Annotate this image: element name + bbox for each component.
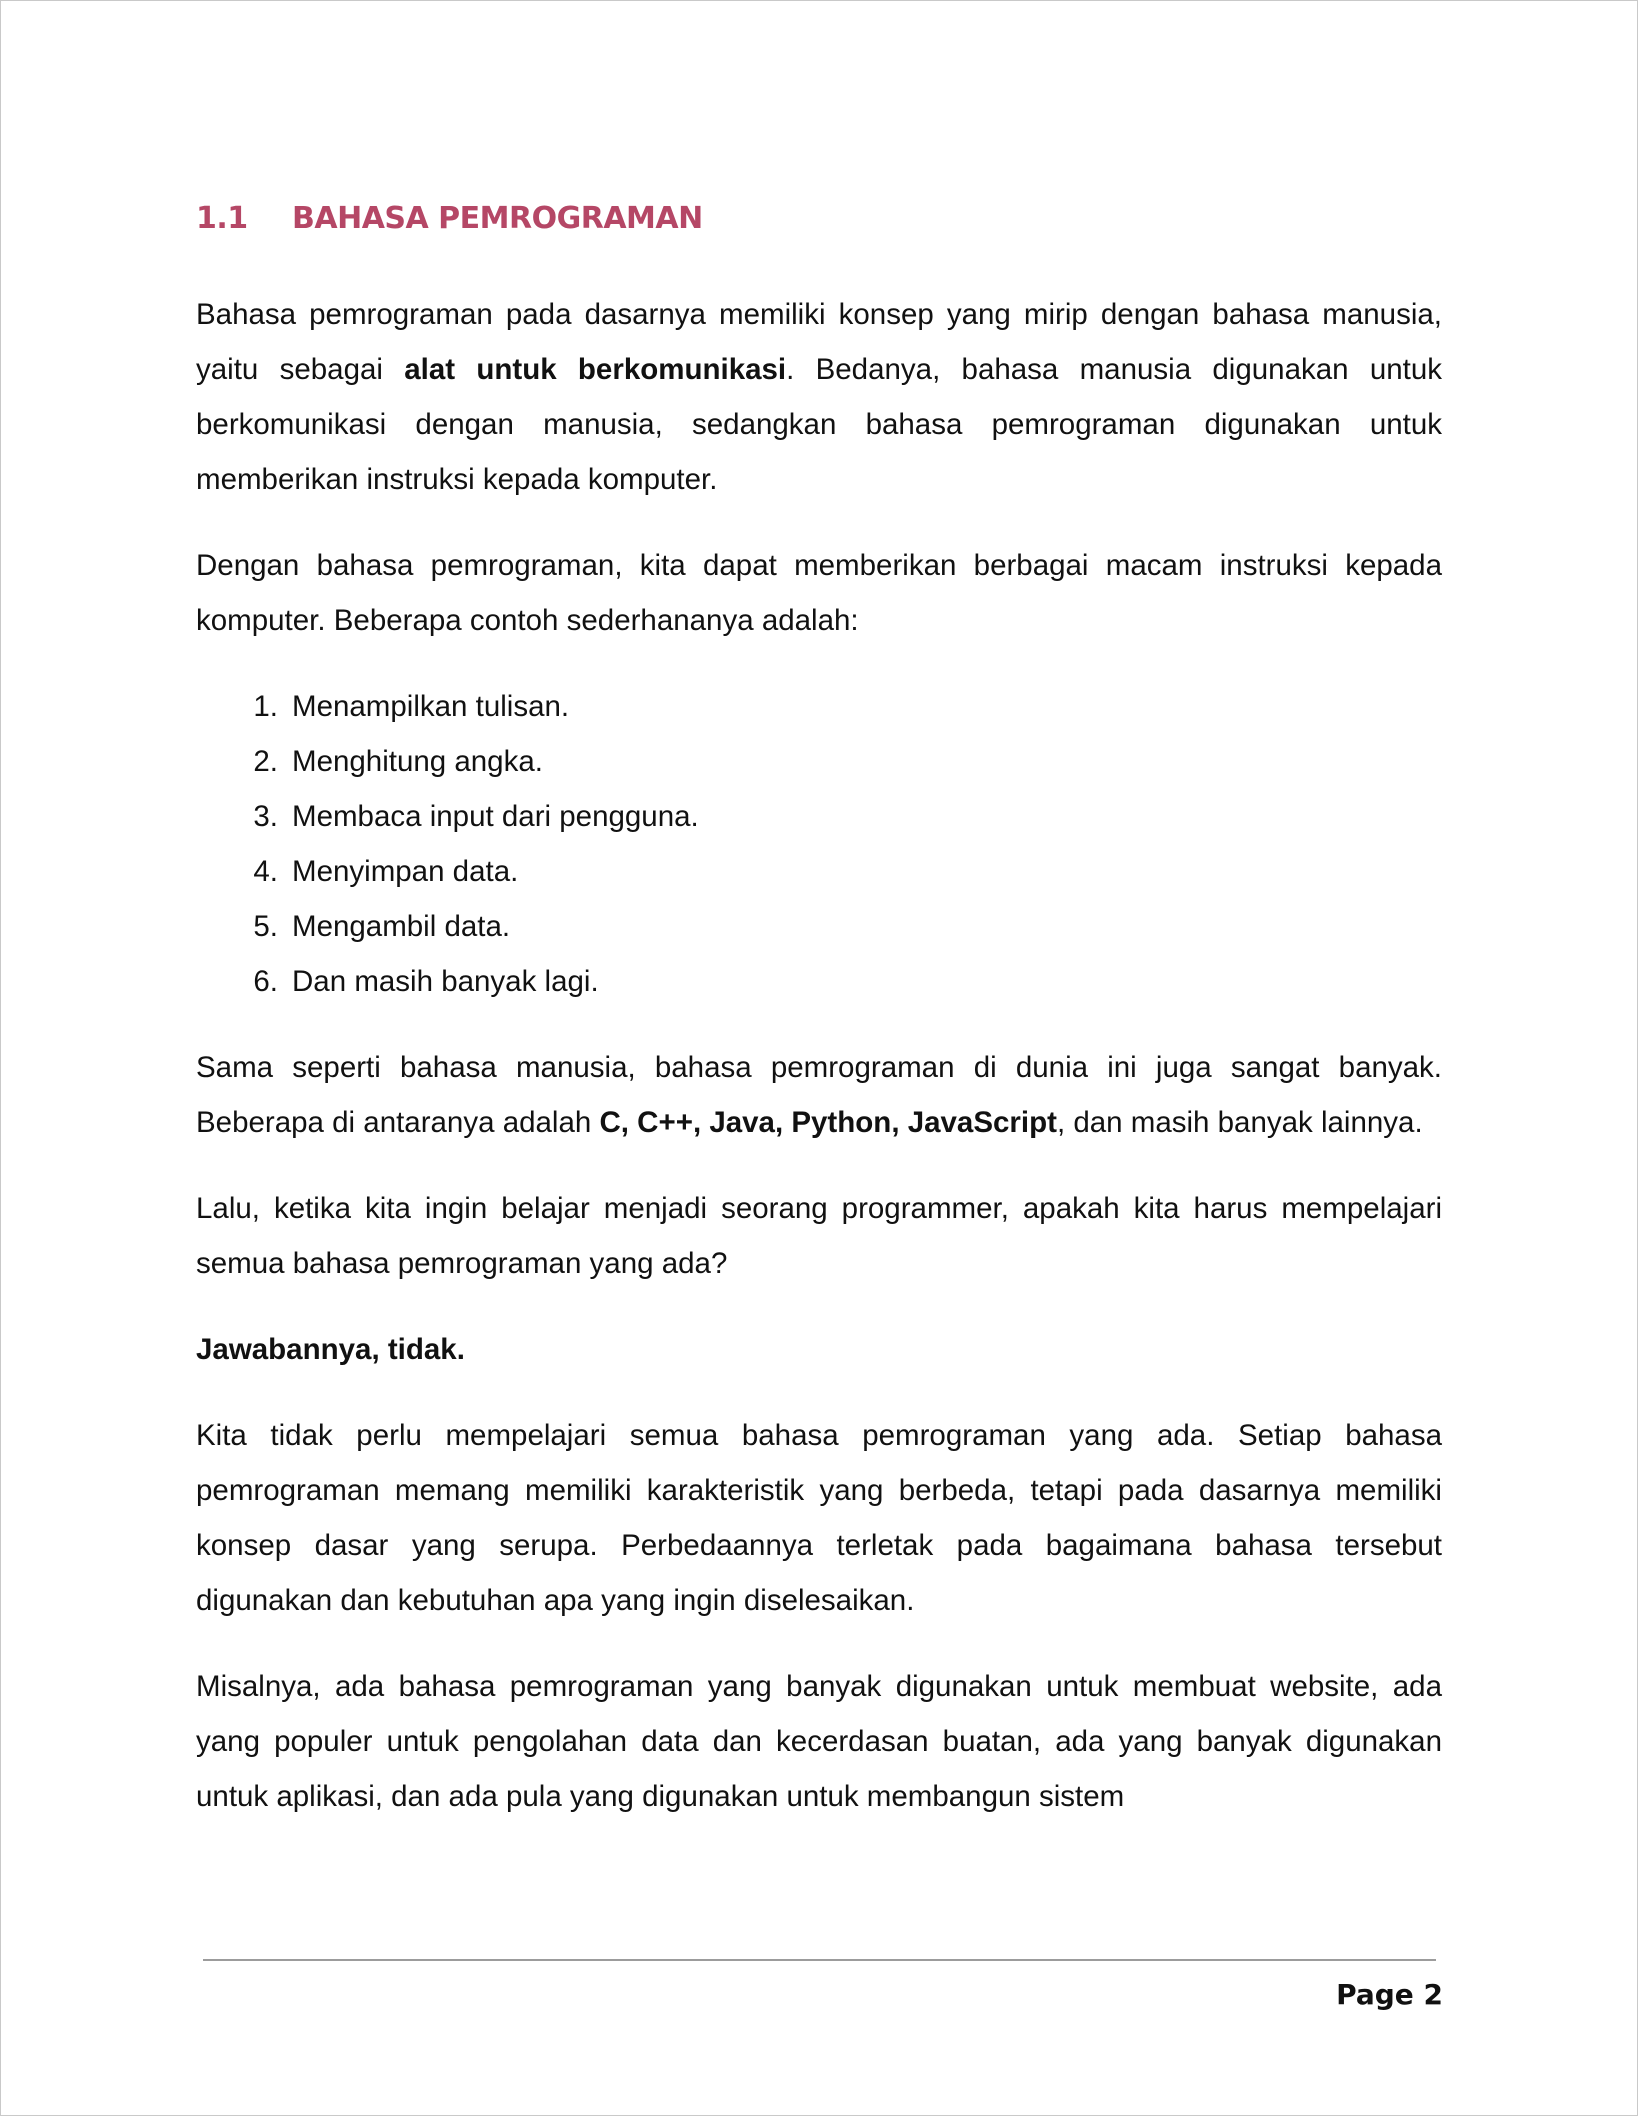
paragraph-intro — [196, 287, 1442, 507]
paragraph-question: Lalu, ketika kita ingin belajar menjadi seorang programmer, apakah kita harus mempelajari semua bahasa pemrograman yang ada? — [196, 1192, 1442, 1280]
page-content — [196, 201, 1442, 1855]
paragraph-answer — [196, 1322, 1442, 1377]
list-item-text: Menampilkan tulisan. — [292, 690, 570, 723]
paragraph-intro-text-end: . Bedanya, bahasa manusia digunakan untuk berkomunikasi dengan manusia, sedangkan bahasa pemrograman digunakan untuk memberikan instruksi kepada komputer. — [196, 353, 1442, 496]
list-item-number: 1. — [253, 690, 278, 723]
list-item — [196, 734, 1442, 789]
list-item-text: Menghitung angka. — [292, 745, 543, 778]
list-item — [196, 789, 1442, 844]
list-item-text: Mengambil data. — [292, 910, 511, 943]
list-item-text: Dan masih banyak lagi. — [292, 965, 599, 998]
list-item-text: Membaca input dari pengguna. — [292, 800, 699, 833]
list-item-number: 5. — [253, 910, 278, 943]
paragraph-examples-intro: Dengan bahasa pemrograman, kita dapat memberikan berbagai macam instruksi kepada komputer. Beberapa contoh sederhananya adalah: — [196, 549, 1442, 637]
list-item-number: 3. — [253, 800, 278, 833]
answer-bold: Jawabannya, tidak. — [196, 1333, 465, 1366]
section-number: 1.1 — [196, 201, 248, 236]
section-title: BAHASA PEMROGRAMAN — [292, 201, 703, 236]
instruction-list — [196, 679, 1442, 1009]
list-item — [196, 844, 1442, 899]
list-item — [196, 954, 1442, 1009]
paragraph-languages-text-end: , dan masih banyak lainnya. — [1056, 1106, 1423, 1139]
paragraph-languages-text: Sama seperti bahasa manusia, bahasa pemrograman di dunia ini juga sangat banyak. Beberapa di antaranya adalah — [196, 1051, 1442, 1139]
paragraph-intro-text: Bahasa pemrograman pada dasarnya memiliki konsep yang mirip dengan bahasa manusia, yaitu sebagai — [196, 298, 1442, 386]
page-number: Page 2 — [1336, 1978, 1443, 2011]
list-item-number: 2. — [253, 745, 278, 778]
list-item — [196, 899, 1442, 954]
section-heading — [196, 201, 1442, 249]
paragraph-languages-bold: C, C++, Java, Python, JavaScript — [599, 1106, 1057, 1139]
list-item — [196, 679, 1442, 734]
footer-divider — [203, 1959, 1436, 1961]
paragraph-explanation: Kita tidak perlu mempelajari semua bahasa pemrograman yang ada. Setiap bahasa pemrograman memang memiliki karakteristik yang berbeda, tetapi pada dasarnya memiliki konsep dasar yang serupa. Perbedaannya terletak pada bagaimana bahasa tersebut digunakan dan kebutuhan apa yang ingin diselesaikan. — [196, 1419, 1442, 1617]
list-item-number: 4. — [253, 855, 278, 888]
paragraph-languages — [196, 1040, 1442, 1150]
list-item-number: 6. — [253, 965, 278, 998]
paragraph-intro-bold: alat untuk berkomunikasi — [404, 353, 787, 386]
list-item-text: Menyimpan data. — [292, 855, 519, 888]
paragraph-examples: Misalnya, ada bahasa pemrograman yang banyak digunakan untuk membuat website, ada yang populer untuk pengolahan data dan kecerdasan buatan, ada yang banyak digunakan untuk aplikasi, dan ada pula yang digunakan untuk membangun sistem — [196, 1670, 1442, 1813]
